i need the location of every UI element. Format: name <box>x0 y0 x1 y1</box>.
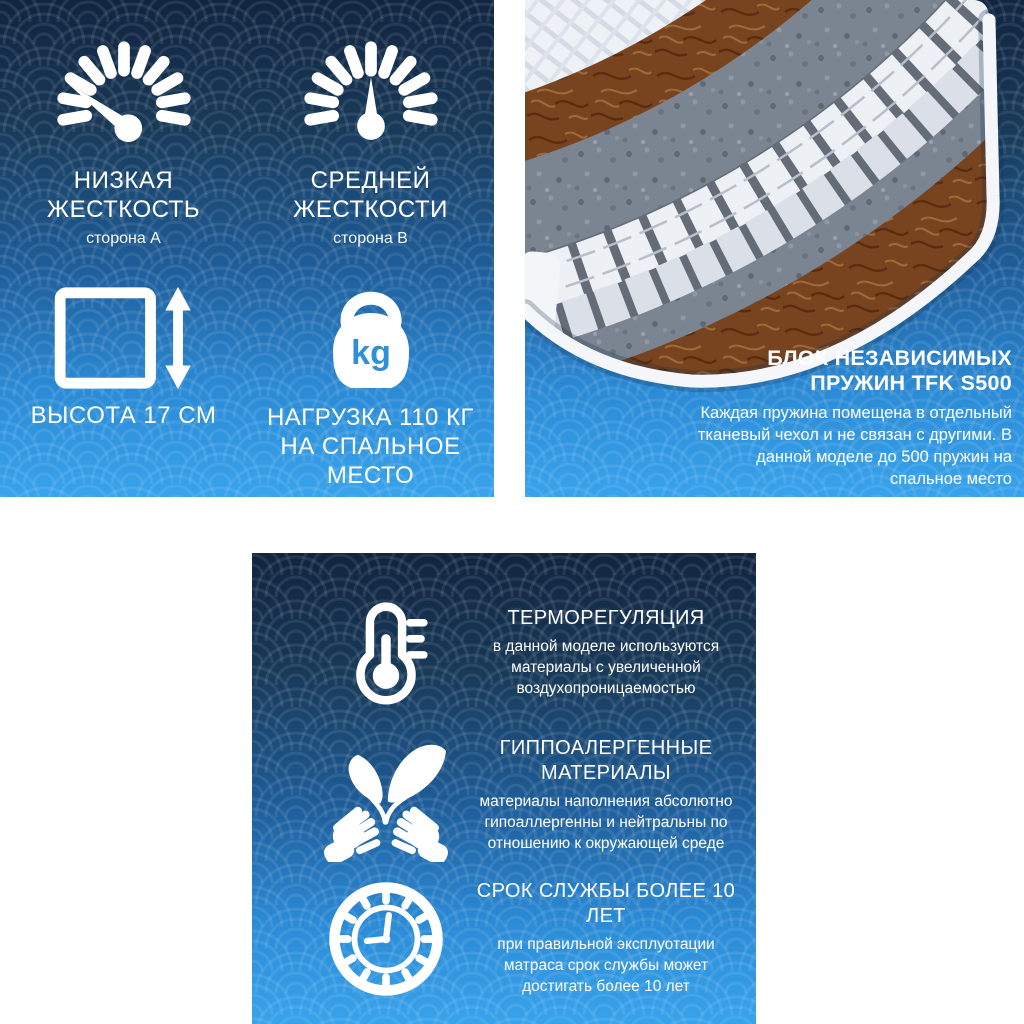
benefit-title: ГИППОАЛЕРГЕННЫЕ МАТЕРИАЛЫ <box>499 737 713 784</box>
feature-subtitle: сторона А <box>86 229 161 247</box>
kettlebell-icon <box>316 283 426 395</box>
feature-height <box>0 249 247 498</box>
feature-title: ВЫСОТА 17 СМ <box>30 401 217 429</box>
gauge-medium-icon <box>285 26 457 158</box>
gauge-low-icon <box>38 26 210 158</box>
benefit-title: СРОК СЛУЖБЫ БОЛЕЕ 10 ЛЕТ <box>476 880 736 927</box>
benefit-description: материалы наполнения абсолютно гипоаллергенны и нейтральны по отношению к окружающей среде <box>479 793 733 852</box>
height-square-arrow-icon <box>50 283 198 393</box>
thermometer-icon <box>334 594 438 712</box>
feature-soft-side-a <box>0 0 247 249</box>
feature-title: НИЗКАЯ ЖЕСТКОСТЬ <box>46 167 201 224</box>
features-grid <box>0 0 494 497</box>
springs-title <box>694 346 1012 398</box>
benefit-text-block <box>466 606 746 700</box>
benefit-thermoregulation <box>252 581 756 724</box>
feature-title <box>247 403 494 491</box>
benefits-list <box>252 553 756 1024</box>
benefits-panel <box>252 553 756 1024</box>
clock-icon <box>324 877 448 1001</box>
feature-subtitle: сторона В <box>333 229 408 247</box>
springs-description: Каждая пружина помещена в отдельный тканевый чехол и не связан с другими. В данной моделе до 500 пружин на спальное место <box>697 404 1012 489</box>
feature-title: СРЕДНЕЙ ЖЕСТКОСТИ <box>293 167 448 224</box>
springs-title-line2: ПРУЖИН TFK S500 <box>810 371 1012 396</box>
feature-title-line2: НА СПАЛЬНОЕ МЕСТО <box>280 432 461 490</box>
benefit-lifespan <box>252 867 756 1010</box>
feature-title-line1: НАГРУЗКА 110 КГ <box>266 403 475 431</box>
feature-load <box>247 249 494 498</box>
benefit-hypoallergenic <box>252 724 756 867</box>
benefit-description: в данной моделе используются материалы с увеличенной воздухопроницаемостью <box>492 638 720 697</box>
springs-title-line1: БЛОК НЕЗАВИСИМЫХ <box>767 345 1012 370</box>
benefit-text-block <box>466 879 746 997</box>
springs-text-block <box>694 346 1012 491</box>
benefit-title: ТЕРМОРЕГУЛЯЦИЯ <box>507 606 705 629</box>
kg-label: kg <box>350 333 391 372</box>
hands-leaves-icon <box>311 730 461 862</box>
benefit-description: при правильной эксплуотации матраса срок службы может достигать более 10 лет <box>497 936 715 995</box>
springs-panel <box>525 0 1024 497</box>
feature-medium-side-b <box>247 0 494 249</box>
benefit-text-block <box>466 736 746 854</box>
features-panel <box>0 0 494 497</box>
